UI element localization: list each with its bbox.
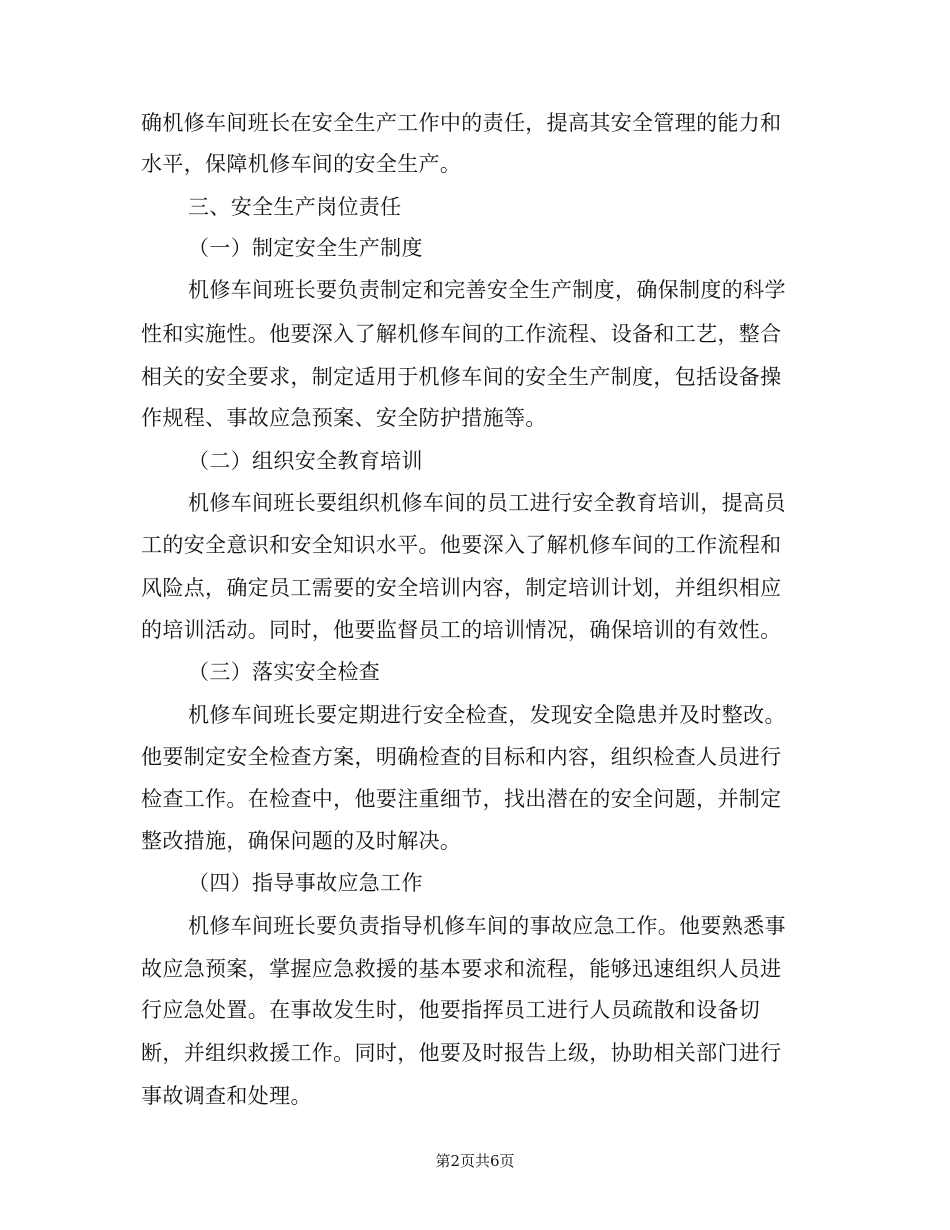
paragraph-line: 断，并组织救援工作。同时，他要及时报告上级，协助相关部门进行 <box>141 1041 782 1065</box>
subsection-heading: （二）组织安全教育培训 <box>188 449 423 473</box>
subsection-heading: （四）指导事故应急工作 <box>188 871 423 895</box>
paragraph-line: 检查工作。在检查中，他要注重细节，找出潜在的安全问题，并制定 <box>141 787 782 811</box>
paragraph-line: 事故调查和处理。 <box>141 1084 312 1108</box>
paragraph-line: 他要制定安全检查方案，明确检查的目标和内容，组织检查人员进行 <box>141 745 782 769</box>
paragraph-line: 机修车间班长要组织机修车间的员工进行安全教育培训，提高员 <box>188 491 786 515</box>
paragraph-line: 性和实施性。他要深入了解机修车间的工作流程、设备和工艺，整合 <box>141 322 782 346</box>
paragraph-line: 水平，保障机修车间的安全生产。 <box>141 152 462 176</box>
paragraph-line: 风险点，确定员工需要的安全培训内容，制定培训计划，并组织相应 <box>141 576 782 600</box>
paragraph-line: 整改措施，确保问题的及时解决。 <box>141 829 462 853</box>
paragraph-line: 相关的安全要求，制定适用于机修车间的安全生产制度，包括设备操 <box>141 365 782 389</box>
paragraph-line: 故应急预案，掌握应急救援的基本要求和流程，能够迅速组织人员进 <box>141 957 782 981</box>
subsection-heading: （三）落实安全检查 <box>188 660 381 684</box>
paragraph-line: 作规程、事故应急预案、安全防护措施等。 <box>141 406 547 430</box>
paragraph-line: 机修车间班长要负责指导机修车间的事故应急工作。他要熟悉事 <box>188 914 786 938</box>
page-number: 第2页共6页 <box>435 1152 515 1170</box>
subsection-heading: （一）制定安全生产制度 <box>188 236 423 260</box>
paragraph-line: 确机修车间班长在安全生产工作中的责任，提高其安全管理的能力和 <box>141 111 782 135</box>
paragraph-line: 工的安全意识和安全知识水平。他要深入了解机修车间的工作流程和 <box>141 533 782 557</box>
paragraph-line: 行应急处置。在事故发生时，他要指挥员工进行人员疏散和设备切 <box>141 998 761 1022</box>
paragraph-line: 机修车间班长要定期进行安全检查，发现安全隐患并及时整改。 <box>188 703 786 727</box>
paragraph-line: 的培训活动。同时，他要监督员工的培训情况，确保培训的有效性。 <box>141 618 782 642</box>
paragraph-line: 机修车间班长要负责制定和完善安全生产制度，确保制度的科学 <box>188 278 786 302</box>
section-heading: 三、安全生产岗位责任 <box>188 195 402 219</box>
